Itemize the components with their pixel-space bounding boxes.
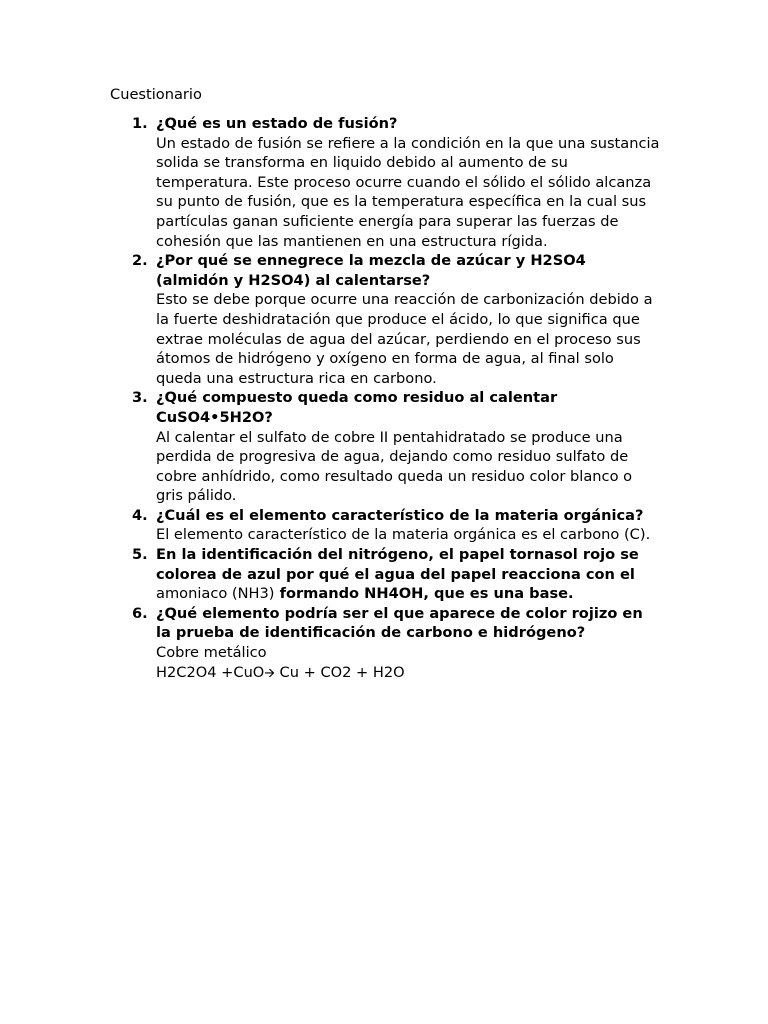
question-text	[156, 545, 661, 604]
question-number: 5.	[132, 546, 148, 564]
arrow-right-icon: 🡪	[264, 665, 275, 681]
list-item	[0, 506, 661, 545]
question-text-part3: formando NH4OH, que es una base.	[279, 585, 574, 603]
reaction-equation	[156, 663, 661, 684]
question-list	[0, 114, 661, 683]
question-text-part1: En la identificación del nitrógeno, el papel tornasol rojo se colorea de azul por qué el agua del papel reacciona con el	[156, 546, 639, 583]
question-number: 6.	[132, 604, 148, 622]
question-text: ¿Qué compuesto queda como residuo al calentar CuSO4•5H2O?	[156, 389, 558, 426]
question-text-part2: amoniaco (NH3)	[156, 585, 275, 603]
question-number: 2.	[132, 252, 148, 270]
question-number: 3.	[132, 389, 148, 407]
list-item	[0, 251, 661, 388]
question-text: ¿Cuál es el elemento característico de la materia orgánica?	[156, 506, 644, 524]
equation-reactants: H2C2O4 +CuO	[156, 663, 265, 681]
question-number: 4.	[132, 506, 148, 524]
document-title: Cuestionario	[110, 86, 202, 103]
question-number: 1.	[132, 115, 148, 132]
list-item	[0, 114, 661, 251]
question-text: ¿Qué elemento podría ser el que aparece de color rojizo en la prueba de identificación de carbono e hidrógeno?	[156, 604, 643, 642]
answer-text: El elemento característico de la materia orgánica es el carbono (C).	[156, 526, 651, 544]
question-text: ¿Por qué se ennegrece la mezcla de azúcar y H2SO4 (almidón y H2SO4) al calentarse?	[156, 252, 586, 289]
list-item	[0, 388, 661, 506]
answer-text: Esto se debe porque ocurre una reacción de carbonización debido a la fuerte deshidratación que produce el ácido, lo que significa que extrae moléculas de agua del azúcar, perdiendo en el proceso sus átomos de hidrógeno y oxígeno en forma de agua, al final solo queda una estructura rica en carbono.	[156, 291, 653, 387]
question-text: ¿Qué es un estado de fusión?	[156, 115, 398, 132]
list-item	[0, 545, 661, 604]
answer-text: Un estado de fusión se refiere a la condición en la que una sustancia solida se transforma en liquido debido al aumento de su temperatura. Este proceso ocurre cuando el sólido el sólido alcanza su punto de fusión, que es la temperatura específica en la cual sus partículas ganan suficiente energía para superar las fuerzas de cohesión que las mantienen en una estructura rígida.	[156, 134, 660, 250]
equation-products: Cu + CO2 + H2O	[274, 663, 405, 681]
answer-text: Al calentar el sulfato de cobre II pentahidratado se produce una perdida de progresiva de agua, dejando como residuo sulfato de cobre anhídrido, como resultado queda un residuo color blanco o gris pálido.	[156, 428, 633, 505]
answer-text: Cobre metálico	[156, 644, 267, 662]
list-item	[0, 604, 661, 683]
